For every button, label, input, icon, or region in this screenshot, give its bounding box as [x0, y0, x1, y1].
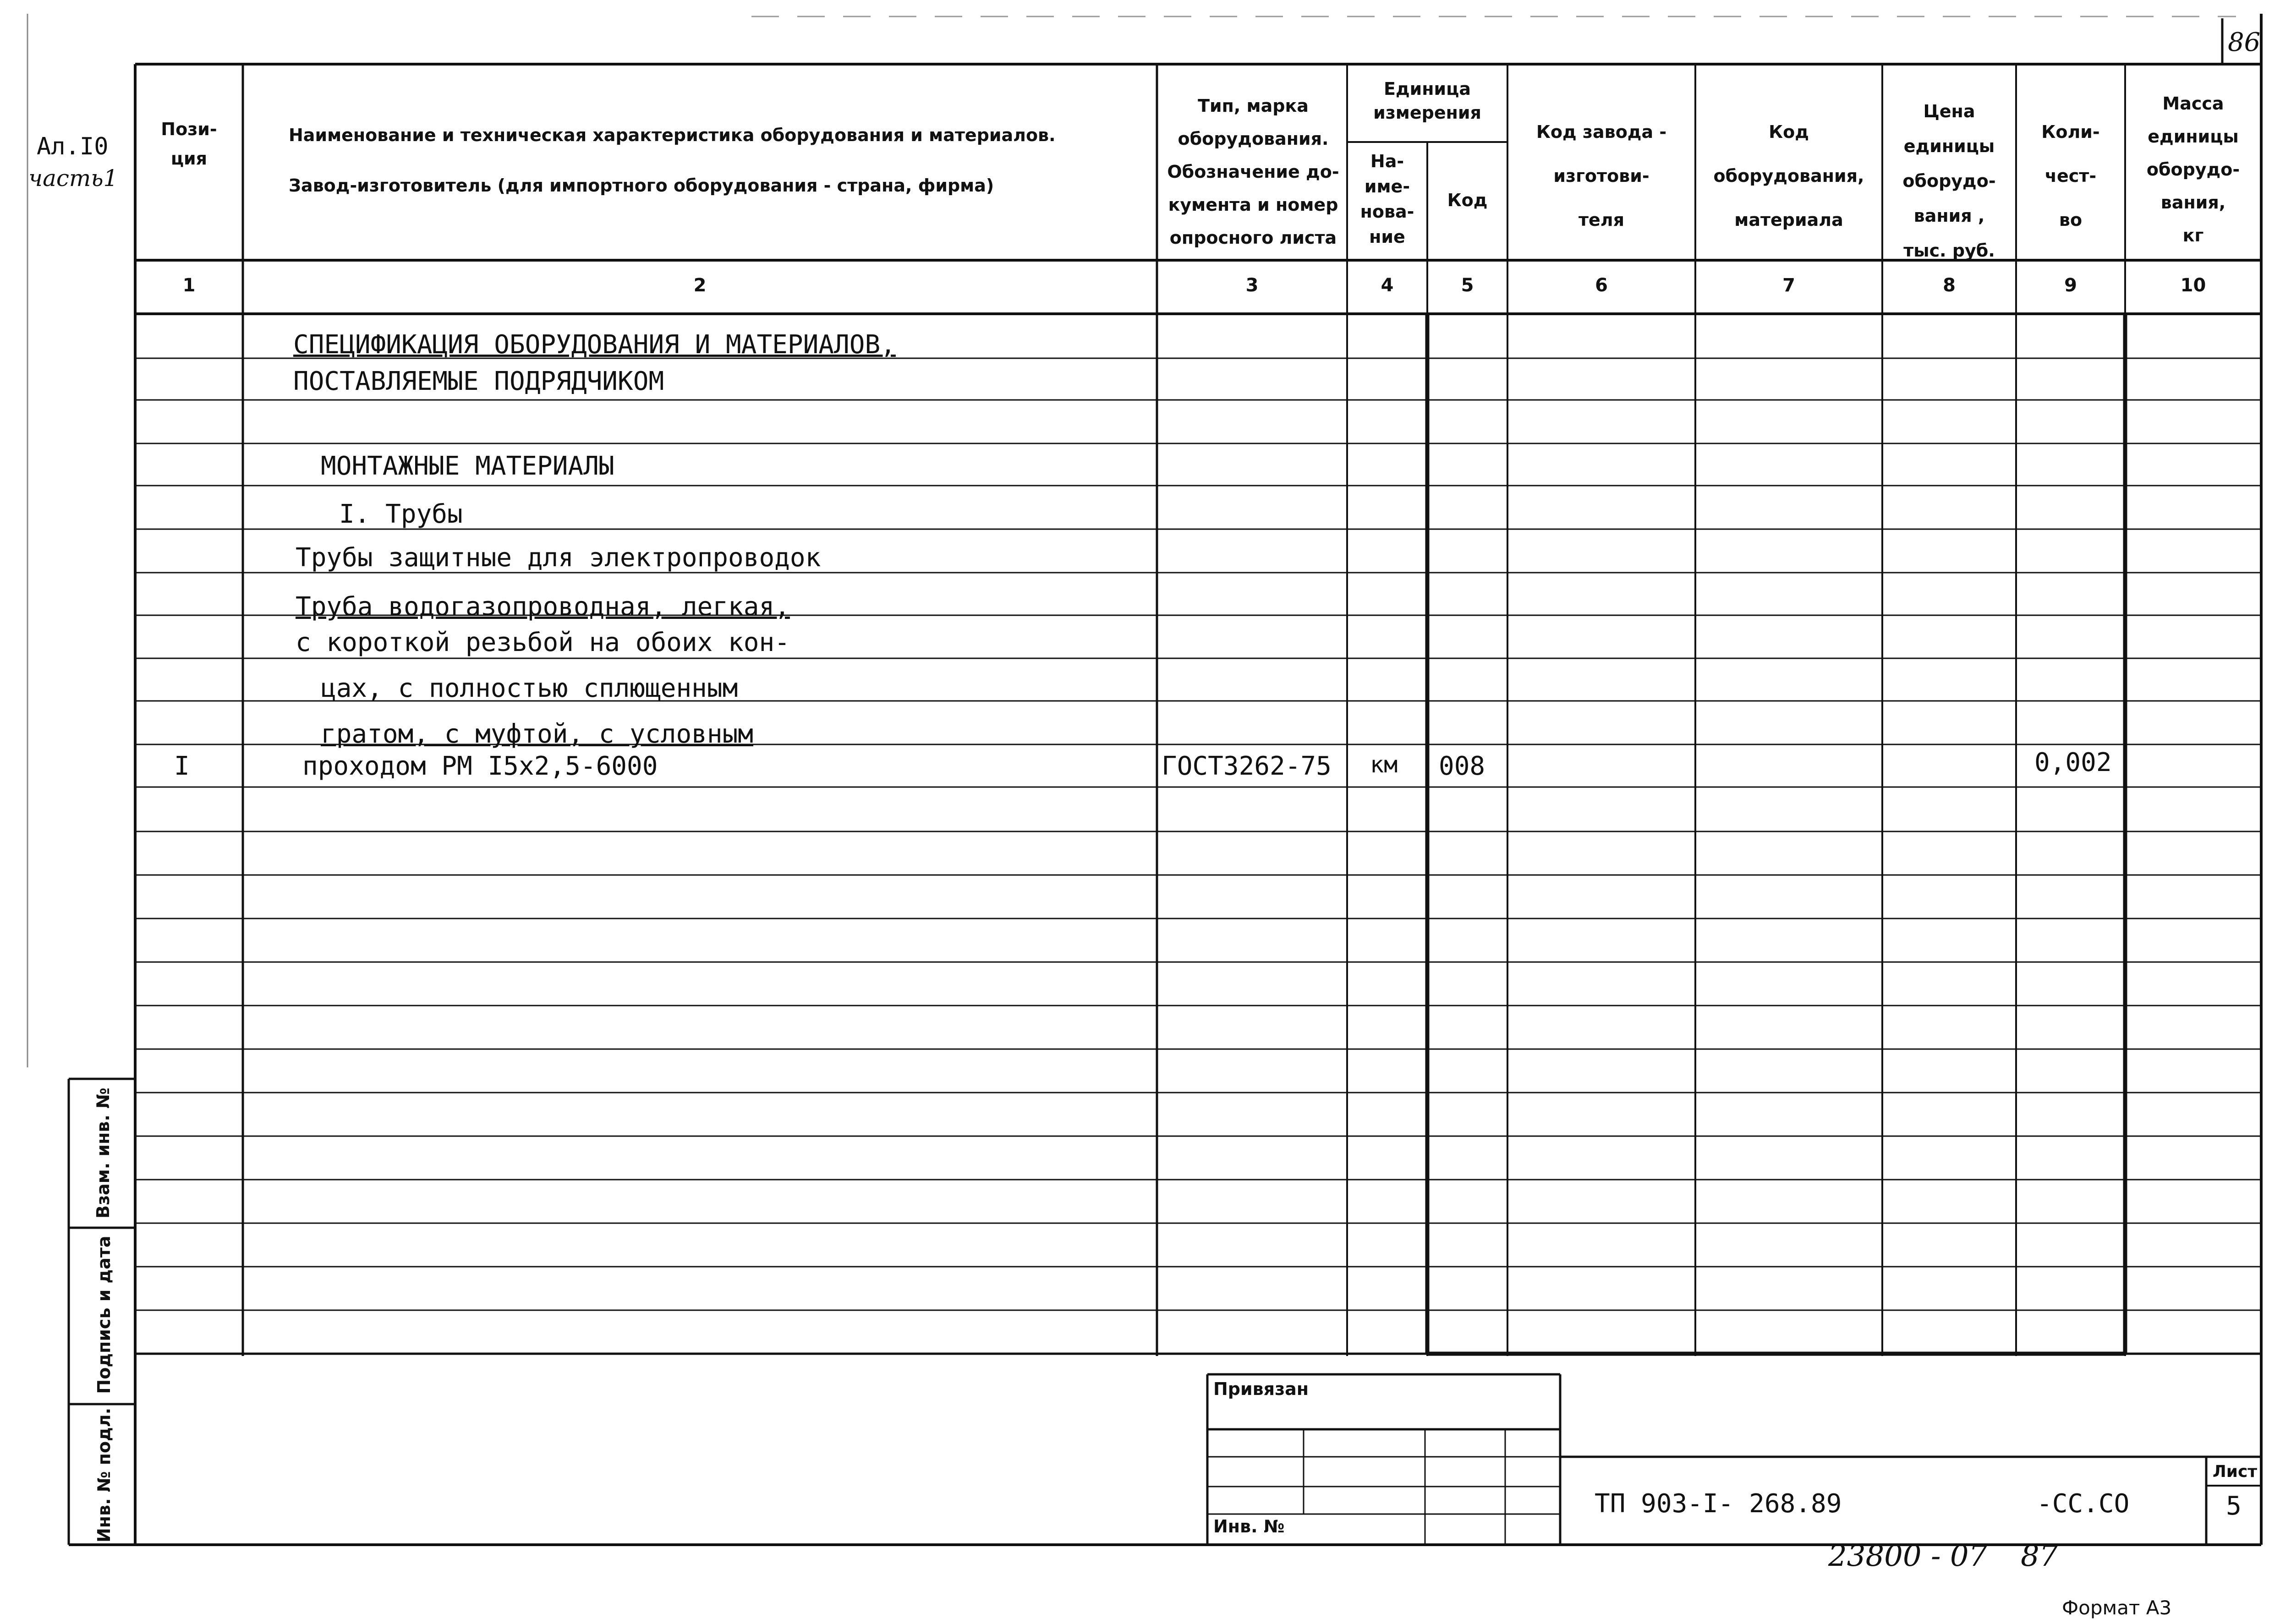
item-document: ГОСТ3262-75	[1162, 751, 1332, 781]
col-num-2: 2	[693, 275, 707, 296]
sheet-number: 5	[2226, 1491, 2242, 1521]
col-num-1: 1	[182, 275, 196, 296]
col-num-5: 5	[1461, 275, 1474, 296]
vzam-inv-label: Взам. инв. №	[93, 1088, 113, 1219]
col-num-6: 6	[1595, 275, 1608, 296]
col-num-8: 8	[1943, 275, 1956, 296]
header-unit: Единица измерения	[1373, 79, 1481, 123]
col-num-7: 7	[1782, 275, 1795, 296]
sheet-mark: 86	[2228, 27, 2261, 57]
spec-title-line-1: СПЕЦИФИКАЦИЯ ОБОРУДОВАНИЯ И МАТЕРИАЛОВ,	[293, 330, 896, 360]
privyazan-label: Привязан	[1213, 1379, 1309, 1399]
header-name: Наименование и техническая характеристика оборудования и материалов. Завод-изготовитель (для импортного оборудования - страна, фирма)	[289, 125, 1056, 196]
header-mass: Масса единицы оборудо- вания, кг	[2146, 93, 2240, 246]
header-type: Тип, марка оборудования. Обозначение до- кумента и номер опросного листа	[1167, 96, 1339, 248]
item-unit-name: км	[1370, 751, 1398, 778]
header-price: Цена единицы оборудо- вания , тыс. руб.	[1902, 101, 1996, 261]
part-mark: часть1	[28, 165, 118, 191]
col-num-3: 3	[1245, 275, 1259, 296]
header-quantity: Коли- чест- во	[2041, 122, 2100, 230]
signature-date-label: Подпись и дата	[94, 1236, 114, 1394]
header-factory-code: Код завода - изготови- теля	[1536, 122, 1667, 230]
album-mark: Ал.I0	[37, 133, 109, 160]
document-code: ТП 903-I- 268.89	[1595, 1489, 1842, 1519]
item-description-line-4: гратом, с муфтой, с условным	[321, 719, 754, 749]
subsection-title: I. Трубы	[339, 499, 463, 529]
header-unit-code: Код	[1447, 190, 1488, 210]
handwritten-page: 87	[2021, 1539, 2058, 1573]
item-description-line-2: с короткой резьбой на обоих кон-	[296, 628, 790, 657]
header-equipment-code: Код оборудования, материала	[1713, 122, 1864, 230]
header-unit-name: На- име- нова- ние	[1360, 151, 1414, 247]
document-suffix: -СС.СО	[2037, 1489, 2130, 1519]
format-label: Формат А3	[2062, 1597, 2172, 1619]
item-quantity: 0,002	[2034, 748, 2112, 777]
item-description-line-1: Труба водогазопроводная, легкая,	[296, 592, 790, 622]
handwritten-number: 23800 - 07	[1828, 1539, 1988, 1573]
sheet-label: Лист	[2212, 1462, 2258, 1481]
inv-no-label: Инв. №	[1213, 1516, 1285, 1537]
item-description-line-3: цах, с полностью сплющенным	[321, 673, 738, 703]
inv-podl-label: Инв. № подл.	[94, 1407, 114, 1543]
item-position: I	[174, 751, 190, 781]
col-num-10: 10	[2180, 275, 2206, 296]
col-num-4: 4	[1381, 275, 1394, 296]
item-unit-code: 008	[1439, 751, 1485, 781]
group-title: Трубы защитные для электропроводок	[296, 543, 821, 573]
section-title: МОНТАЖНЫЕ МАТЕРИАЛЫ	[321, 451, 614, 481]
col-num-9: 9	[2064, 275, 2077, 296]
header-position: Пози- ция	[161, 119, 217, 169]
item-description-line-5: проходом PM I5x2,5-6000	[302, 751, 658, 781]
spec-title-line-2: ПОСТАВЛЯЕМЫЕ ПОДРЯДЧИКОМ	[293, 366, 664, 396]
